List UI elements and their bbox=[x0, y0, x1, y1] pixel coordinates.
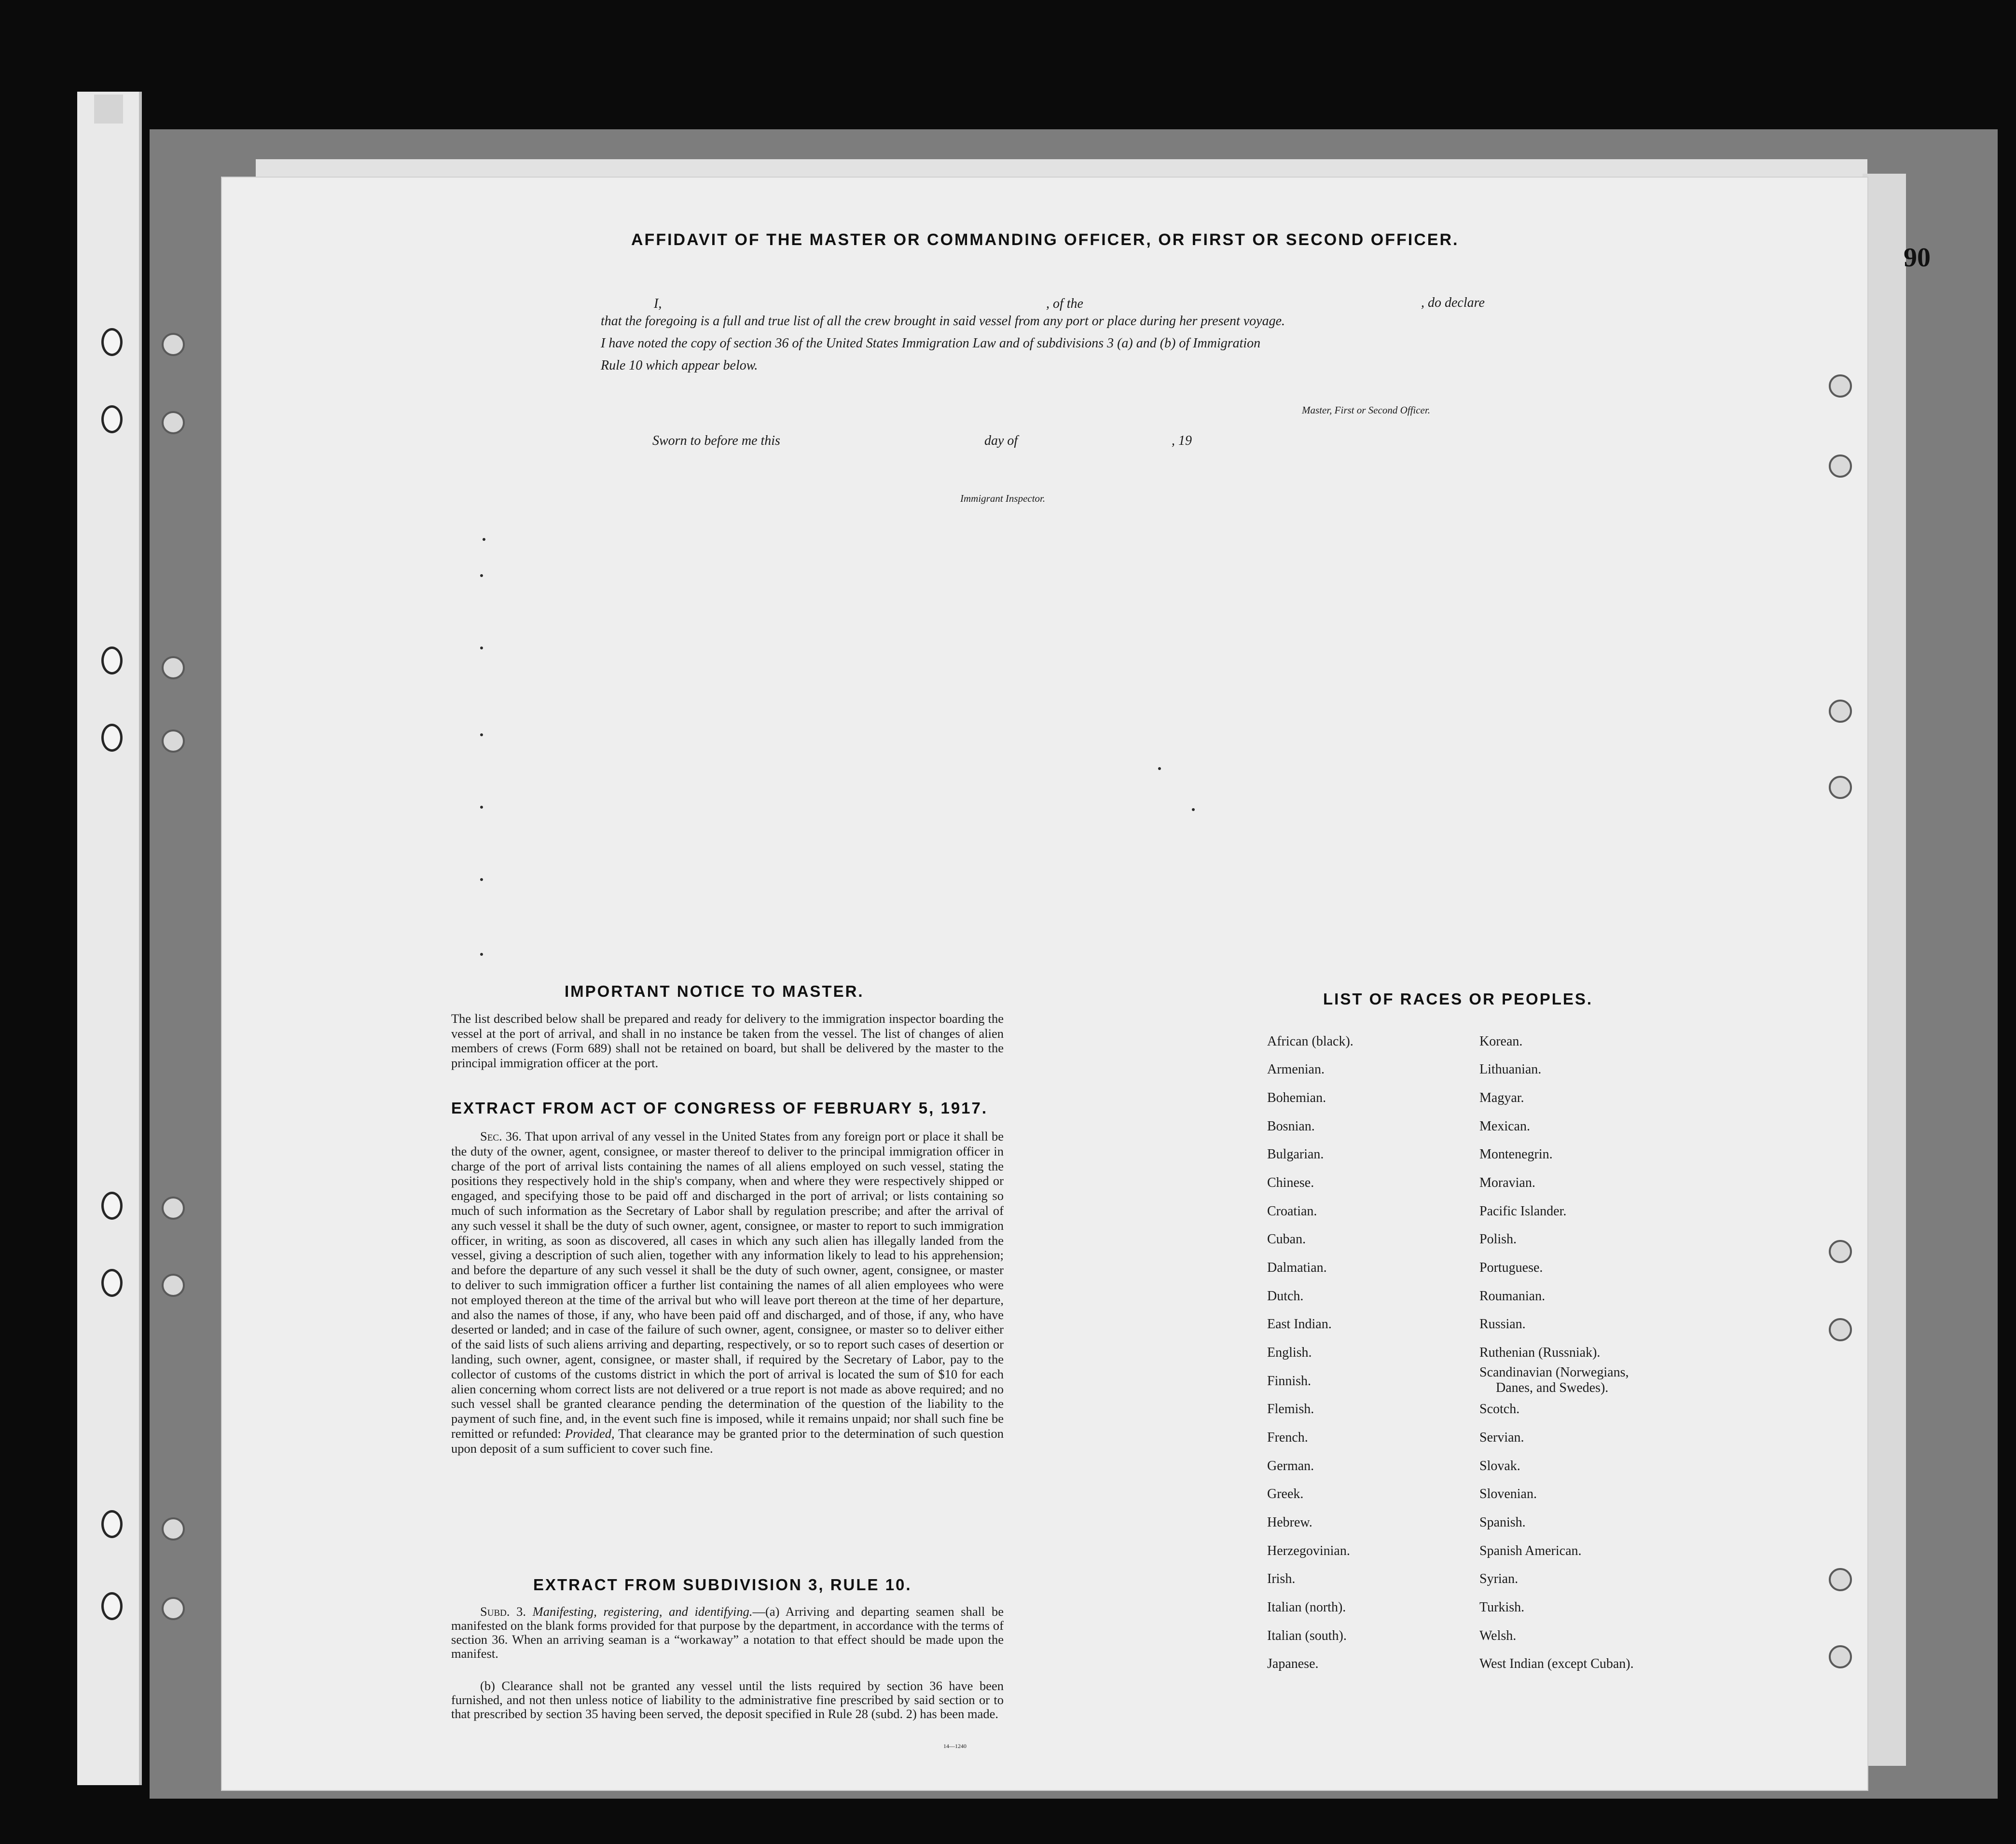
subdivision-b-text: (b) Clearance shall not be granted any vessel until the lists required by section 36 have been furnished, and not then unless notice of liability to the administrative fine prescribed by said section or to that prescribed by section 35 having been served, the deposit specified in Rule 28 (subd. 2) has been made. bbox=[451, 1679, 1004, 1721]
race-entry: French. bbox=[1267, 1430, 1308, 1445]
form-sheet bbox=[222, 178, 1867, 1790]
bleed-through-mark bbox=[483, 538, 485, 541]
binder-ring bbox=[101, 647, 123, 674]
race-entry: African (black). bbox=[1267, 1034, 1353, 1049]
race-entry: Roumanian. bbox=[1479, 1289, 1546, 1304]
race-entry: Slovak. bbox=[1479, 1459, 1520, 1473]
binder-ring bbox=[101, 1192, 123, 1220]
subdivision-label: Subd. 3. bbox=[480, 1604, 526, 1619]
inspector-signature-label: Immigrant Inspector. bbox=[960, 493, 1046, 504]
race-entry: Welsh. bbox=[1479, 1628, 1517, 1643]
race-entry: Herzegovinian. bbox=[1267, 1543, 1350, 1558]
binder-ring bbox=[101, 405, 123, 433]
punch-hole bbox=[162, 656, 185, 679]
subdivision-a-body: —(a) Arriving and departing seamen shall be manifested on the blank forms provided for that purpose by the department, in accordance with the terms of section 36. When an arriving seaman is a “workaway” a notation to that effect should be made upon the manifest. bbox=[451, 1604, 1004, 1661]
races-title: LIST OF RACES OR PEOPLES. bbox=[1323, 990, 1593, 1008]
race-entry: Turkish. bbox=[1479, 1600, 1525, 1615]
race-entry: Spanish. bbox=[1479, 1515, 1526, 1530]
race-entry: West Indian (except Cuban). bbox=[1479, 1656, 1634, 1671]
race-entry: Scotch. bbox=[1479, 1402, 1520, 1417]
year-label: , 19 bbox=[1172, 433, 1192, 448]
bleed-through-mark bbox=[480, 733, 483, 736]
rule-extract-title: EXTRACT FROM SUBDIVISION 3, RULE 10. bbox=[533, 1576, 912, 1594]
affidavit-statement-line: that the foregoing is a full and true list of all the crew brought in said vessel from any port or place during her present voyage. bbox=[601, 314, 1285, 329]
punch-hole bbox=[162, 1274, 185, 1297]
race-entry: Pacific Islander. bbox=[1479, 1204, 1567, 1219]
race-entry: Portuguese. bbox=[1479, 1260, 1543, 1275]
punch-hole bbox=[1829, 1568, 1852, 1591]
race-entry: Mexican. bbox=[1479, 1119, 1530, 1134]
punch-hole bbox=[162, 333, 185, 356]
binder-ring bbox=[101, 1269, 123, 1297]
notice-title: IMPORTANT NOTICE TO MASTER. bbox=[565, 982, 864, 1000]
provided-word: Provided, bbox=[565, 1426, 615, 1441]
section-label: Sec. 36. bbox=[480, 1129, 522, 1143]
punch-hole bbox=[162, 1597, 185, 1620]
punch-hole bbox=[1829, 1318, 1852, 1341]
race-entry: Bulgarian. bbox=[1267, 1147, 1324, 1162]
section-36-text bbox=[451, 1129, 1004, 1456]
race-entry: Bosnian. bbox=[1267, 1119, 1315, 1134]
section-36-proviso: That clearance may be granted prior to the determination of such question upon deposit of a sum sufficient to cover such fine. bbox=[451, 1426, 1004, 1456]
race-entry: Greek. bbox=[1267, 1486, 1304, 1501]
affidavit-declare-label: , do declare bbox=[1421, 295, 1485, 310]
race-entry: Finnish. bbox=[1267, 1374, 1312, 1389]
affidavit-statement-line: Rule 10 which appear below. bbox=[601, 358, 758, 373]
punch-hole bbox=[162, 1517, 185, 1541]
act-extract-title: EXTRACT FROM ACT OF CONGRESS OF FEBRUARY 5, 1917. bbox=[451, 1099, 988, 1117]
race-entry: Dalmatian. bbox=[1267, 1260, 1327, 1275]
subdivision-a-text bbox=[451, 1605, 1004, 1661]
race-entry: Italian (north). bbox=[1267, 1600, 1346, 1615]
race-entry: Slovenian. bbox=[1479, 1486, 1537, 1501]
race-entry: Korean. bbox=[1479, 1034, 1523, 1049]
bleed-through-mark bbox=[1158, 767, 1161, 770]
punch-hole bbox=[1829, 776, 1852, 799]
punch-hole bbox=[1829, 374, 1852, 398]
binder-ring bbox=[101, 1510, 123, 1538]
bleed-through-mark bbox=[1192, 808, 1195, 811]
race-entry: Chinese. bbox=[1267, 1175, 1314, 1190]
punch-hole bbox=[162, 411, 185, 434]
race-entry: East Indian. bbox=[1267, 1317, 1332, 1332]
race-entry: Polish. bbox=[1479, 1232, 1517, 1247]
master-signature-label: Master, First or Second Officer. bbox=[1302, 404, 1430, 416]
bleed-through-mark bbox=[480, 953, 483, 956]
race-entry: Lithuanian. bbox=[1479, 1062, 1542, 1077]
punch-hole bbox=[1829, 1645, 1852, 1668]
race-entry: Servian. bbox=[1479, 1430, 1524, 1445]
punch-hole bbox=[1829, 454, 1852, 478]
race-entry: Magyar. bbox=[1479, 1090, 1524, 1105]
sworn-label: Sworn to before me this bbox=[652, 433, 780, 448]
punch-hole bbox=[162, 1197, 185, 1220]
race-entry: Flemish. bbox=[1267, 1402, 1314, 1417]
race-entry: Danes, and Swedes). bbox=[1496, 1380, 1609, 1395]
bleed-through-mark bbox=[480, 574, 483, 577]
notice-body: The list described below shall be prepared and ready for delivery to the immigration inspector boarding the vessel at the port of arrival, and shall in no instance be taken from the vessel. The list of changes of alien members of crews (Form 689) shall not be retained on board, but shall be delivered by the master to the principal immigration officer at the port. bbox=[451, 1011, 1004, 1070]
punch-hole bbox=[1829, 700, 1852, 723]
affidavit-declarant-label: I, bbox=[654, 296, 662, 311]
race-entry: Ruthenian (Russniak). bbox=[1479, 1345, 1601, 1360]
binder-tab bbox=[94, 95, 123, 124]
race-entry: Dutch. bbox=[1267, 1289, 1304, 1304]
punch-hole bbox=[162, 729, 185, 753]
race-entry: Armenian. bbox=[1267, 1062, 1325, 1077]
back-page-number: 90 bbox=[1904, 243, 1931, 273]
section-36-body: That upon arrival of any vessel in the United States from any foreign port or place it shall be the duty of the owner, agent, consignee, or master thereof to deliver to the principal immigration officer in charge of the port of arrival lists containing the names of all aliens employed on such vessel, stating the positions they respectively hold in the ship's company, when and where they were respectively shipped or engaged, and specifying those to be paid off and discharged in the port of arrival; or lists containing so much of such information as the Secretary of Labor shall by regulation prescribe; and after the arrival of any such vessel it shall be the duty of such owner, agent, consignee, or master to report to such immigration officer, in writing, as soon as discovered, all cases in which any such alien has illegally landed from the vessel, giving a description of such alien, together with any information likely to lead to his apprehension; and before the departure of any such vessel it shall be the duty of such owner, agent, consignee, or master to deliver to such immigration officer a further list containing the names of all alien employees who were not employed thereon at the time of the arrival but who will leave port thereon at the time of her departure, and also the names of those, if any, who have been paid off and discharged, and of those, if any, who have deserted or landed; and in case of the failure of such owner, agent, consignee, or master so to deliver either of the said lists of such aliens arriving and departing, respectively, or so to report such cases of desertion or landing, such owner, agent, consignee, or master shall, if required by the Secretary of Labor, pay to the collector of customs of the customs district in which the port of arrival is located the sum of $10 for each alien concerning whom correct lists are not delivered or a true report is not made as above required; and no such vessel shall be granted clearance pending the determination of the question of the liability to the payment of such fine, and, in the event such fine is imposed, while it remains unpaid; nor shall such fine be remitted or refunded: bbox=[451, 1129, 1004, 1441]
bleed-through-mark bbox=[480, 806, 483, 809]
back-sheet-edge bbox=[1863, 174, 1906, 1766]
form-number: 14—1240 bbox=[943, 1743, 967, 1749]
race-entry: Bohemian. bbox=[1267, 1090, 1326, 1105]
race-entry: Scandinavian (Norwegians, bbox=[1479, 1365, 1629, 1380]
affidavit-title: AFFIDAVIT OF THE MASTER OR COMMANDING OFFICER, OR FIRST OR SECOND OFFICER. bbox=[631, 231, 1459, 249]
race-entry: Cuban. bbox=[1267, 1232, 1306, 1247]
race-entry: Croatian. bbox=[1267, 1204, 1317, 1219]
race-entry: Irish. bbox=[1267, 1571, 1296, 1586]
race-entry: German. bbox=[1267, 1459, 1314, 1473]
binder-ring bbox=[101, 724, 123, 752]
binder-ring bbox=[101, 328, 123, 356]
race-entry: Japanese. bbox=[1267, 1656, 1319, 1671]
day-of-label: day of bbox=[984, 433, 1018, 448]
subdivision-heading: Manifesting, registering, and identifying. bbox=[532, 1604, 753, 1619]
race-entry: Spanish American. bbox=[1479, 1543, 1582, 1558]
binder-ring bbox=[101, 1592, 123, 1620]
bleed-through-mark bbox=[480, 878, 483, 881]
race-entry: Italian (south). bbox=[1267, 1628, 1347, 1643]
race-entry: Montenegrin. bbox=[1479, 1147, 1553, 1162]
race-entry: Moravian. bbox=[1479, 1175, 1535, 1190]
race-entry: Russian. bbox=[1479, 1317, 1526, 1332]
bleed-through-mark bbox=[480, 647, 483, 649]
race-entry: Hebrew. bbox=[1267, 1515, 1312, 1530]
affidavit-vessel-label: , of the bbox=[1046, 296, 1083, 311]
affidavit-statement-line: I have noted the copy of section 36 of the United States Immigration Law and of subdivisions 3 (a) and (b) of Immigration bbox=[601, 336, 1261, 351]
punch-hole bbox=[1829, 1240, 1852, 1263]
race-entry: Syrian. bbox=[1479, 1571, 1519, 1586]
race-entry: English. bbox=[1267, 1345, 1312, 1360]
